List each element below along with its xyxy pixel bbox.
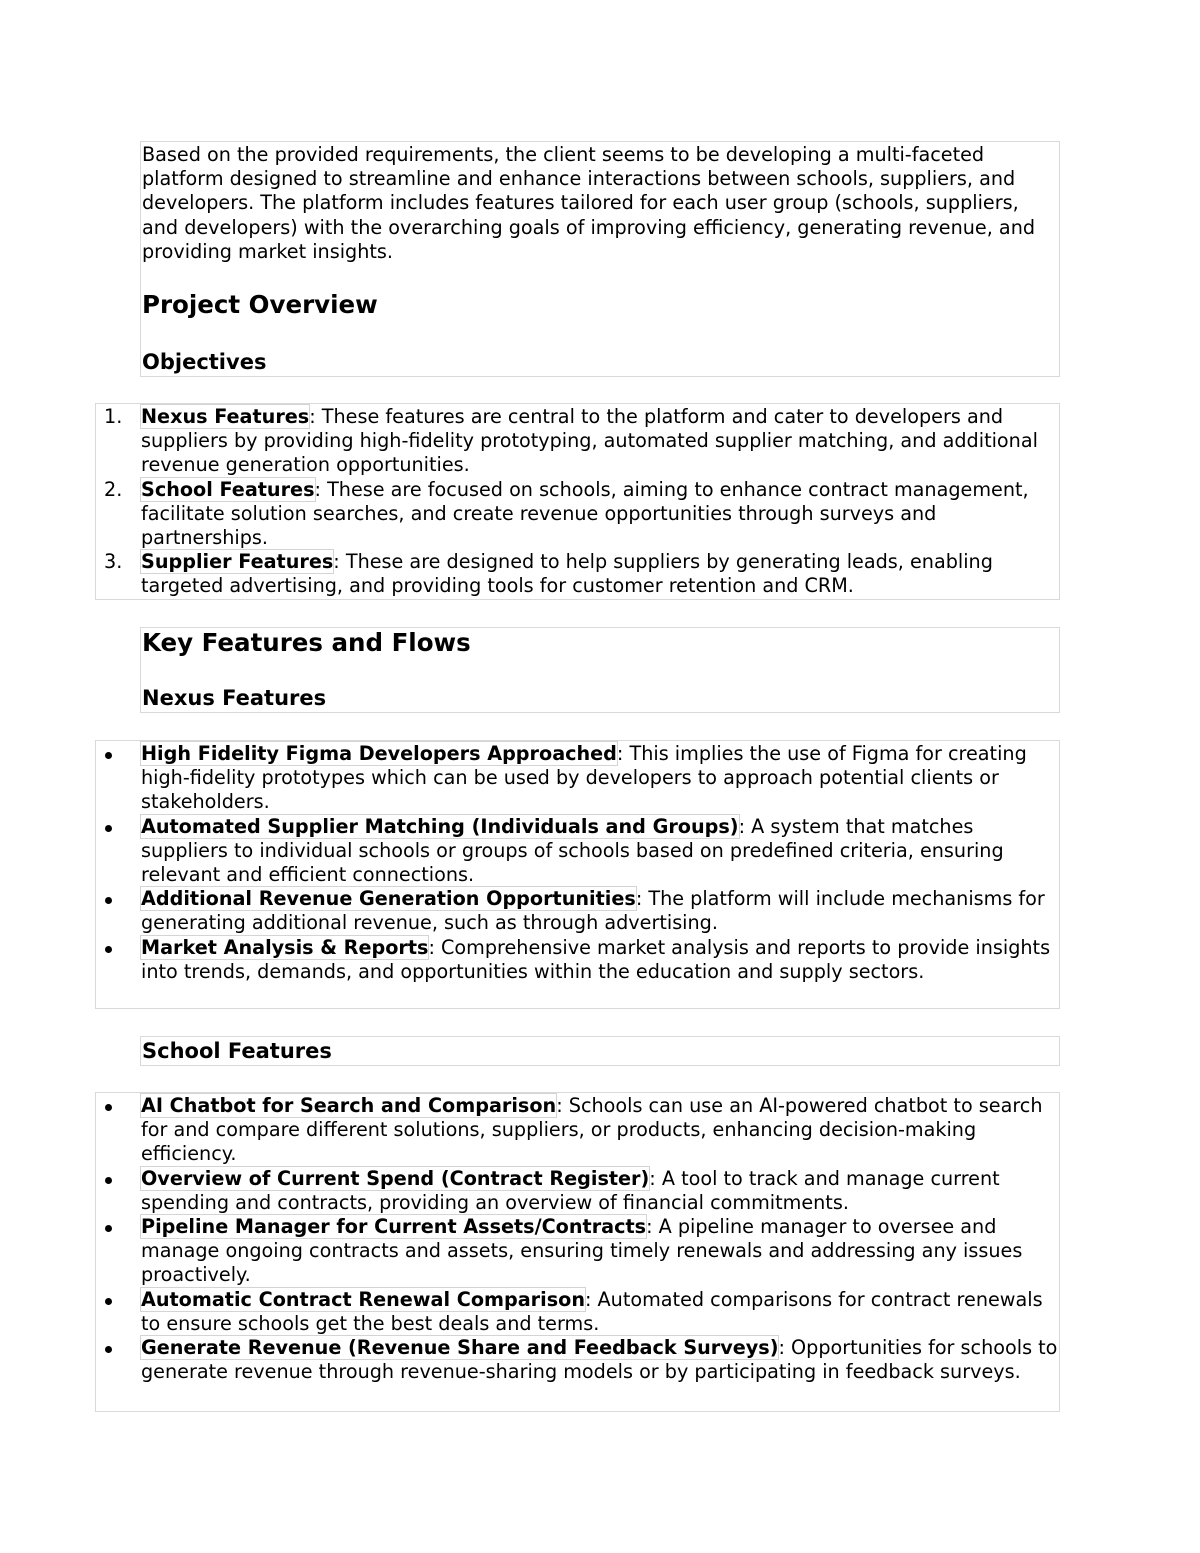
bullet-icon — [105, 825, 112, 832]
nexus-feature-item — [96, 742, 1059, 815]
objectives-heading: Objectives — [142, 350, 267, 374]
feature-term: High Fidelity Figma Developers Approached — [141, 742, 617, 765]
bullet-icon — [105, 1298, 112, 1305]
feature-description: : A tool to track and manage current spending and contracts, providing an overview of financial commitments. — [141, 1166, 1000, 1214]
nexus-features-heading: Nexus Features — [142, 686, 327, 710]
feature-description: : Comprehensive market analysis and reports to provide insights into trends, demands, and opportunities within the education and supply sectors. — [141, 935, 1051, 983]
objective-item — [96, 478, 1059, 551]
bullet-icon — [105, 1104, 112, 1111]
bullet-icon — [105, 1225, 112, 1232]
feature-term: Automated Supplier Matching (Individuals and Groups) — [141, 814, 739, 838]
school-features-section — [140, 1036, 1060, 1066]
bullet-icon — [105, 752, 112, 759]
nexus-features-block — [95, 740, 1060, 1009]
school-feature-item — [96, 1336, 1059, 1384]
school-feature-item — [96, 1215, 1059, 1288]
feature-description: : A pipeline manager to oversee and manage ongoing contracts and assets, ensuring timely renewals and addressing any issues proactively. — [141, 1215, 1023, 1287]
intro-paragraph: Based on the provided requirements, the client seems to be developing a multi-faceted platform designed to streamline and enhance interactions between schools, suppliers, and developers. The platform includes features tailored for each user group (schools, suppliers, and developers) with the overarching goals of improving efficiency, generating revenue, and providing market insights. — [142, 143, 1036, 263]
feature-description: : These are designed to help suppliers by generating leads, enabling targeted advertising, and providing tools for customer retention and CRM. — [141, 550, 993, 598]
bullet-icon — [105, 897, 112, 904]
feature-description: : These features are central to the platform and cater to developers and suppliers by providing high-fidelity prototyping, automated supplier matching, and additional revenue generation opportunities. — [141, 405, 1038, 477]
feature-term: Nexus Features — [141, 405, 310, 428]
list-number: 3. — [104, 550, 123, 574]
feature-term: Automatic Contract Renewal Comparison — [141, 1287, 585, 1311]
feature-description: : The platform will include mechanisms for generating additional revenue, such as through advertising. — [141, 887, 1045, 935]
school-features-list — [96, 1094, 1059, 1384]
feature-term: Generate Revenue (Revenue Share and Feedback Surveys) — [141, 1336, 779, 1360]
feature-description: : Automated comparisons for contract renewals to ensure schools get the best deals and terms. — [141, 1287, 1043, 1335]
feature-term: AI Chatbot for Search and Comparison — [141, 1094, 557, 1117]
feature-term: Overview of Current Spend (Contract Register) — [141, 1166, 650, 1190]
bullet-icon — [105, 1177, 112, 1184]
school-feature-item — [96, 1094, 1059, 1167]
feature-description: : Schools can use an AI-powered chatbot to search for and compare different solutions, suppliers, or products, enhancing decision-making efficiency. — [141, 1094, 1043, 1166]
list-number: 2. — [104, 477, 123, 501]
feature-term: School Features — [141, 477, 315, 501]
feature-description: : Opportunities for schools to generate revenue through revenue-sharing models or by participating in feedback surveys. — [141, 1336, 1058, 1384]
feature-term: Additional Revenue Generation Opportunities — [141, 887, 636, 911]
nexus-feature-item — [96, 815, 1059, 888]
feature-description: : A system that matches suppliers to individual schools or groups of schools based on predefined criteria, ensuring relevant and efficient connections. — [141, 814, 1004, 887]
project-overview-heading: Project Overview — [142, 290, 378, 319]
school-features-heading: School Features — [142, 1039, 332, 1063]
key-features-section — [140, 627, 1060, 713]
objective-item — [96, 550, 1059, 598]
intro-section — [140, 141, 1060, 377]
nexus-feature-item — [96, 936, 1059, 984]
feature-term: Market Analysis & Reports — [141, 935, 429, 959]
key-features-heading: Key Features and Flows — [142, 628, 471, 657]
list-number: 1. — [104, 405, 123, 428]
bullet-icon — [105, 1346, 112, 1353]
nexus-features-list — [96, 742, 1059, 984]
school-feature-item — [96, 1167, 1059, 1215]
feature-term: Supplier Features — [141, 550, 334, 574]
objectives-list — [96, 405, 1059, 599]
feature-description: : These are focused on schools, aiming to enhance contract management, facilitate solution searches, and create revenue opportunities through surveys and partnerships. — [141, 477, 1029, 550]
school-features-block — [95, 1092, 1060, 1412]
objectives-list-block — [95, 403, 1060, 600]
feature-term: Pipeline Manager for Current Assets/Contracts — [141, 1215, 647, 1239]
feature-description: : This implies the use of Figma for creating high-fidelity prototypes which can be used by developers to approach potential clients or stakeholders. — [141, 742, 1027, 814]
bullet-icon — [105, 946, 112, 953]
school-feature-item — [96, 1288, 1059, 1336]
objective-item — [96, 405, 1059, 478]
nexus-feature-item — [96, 887, 1059, 935]
